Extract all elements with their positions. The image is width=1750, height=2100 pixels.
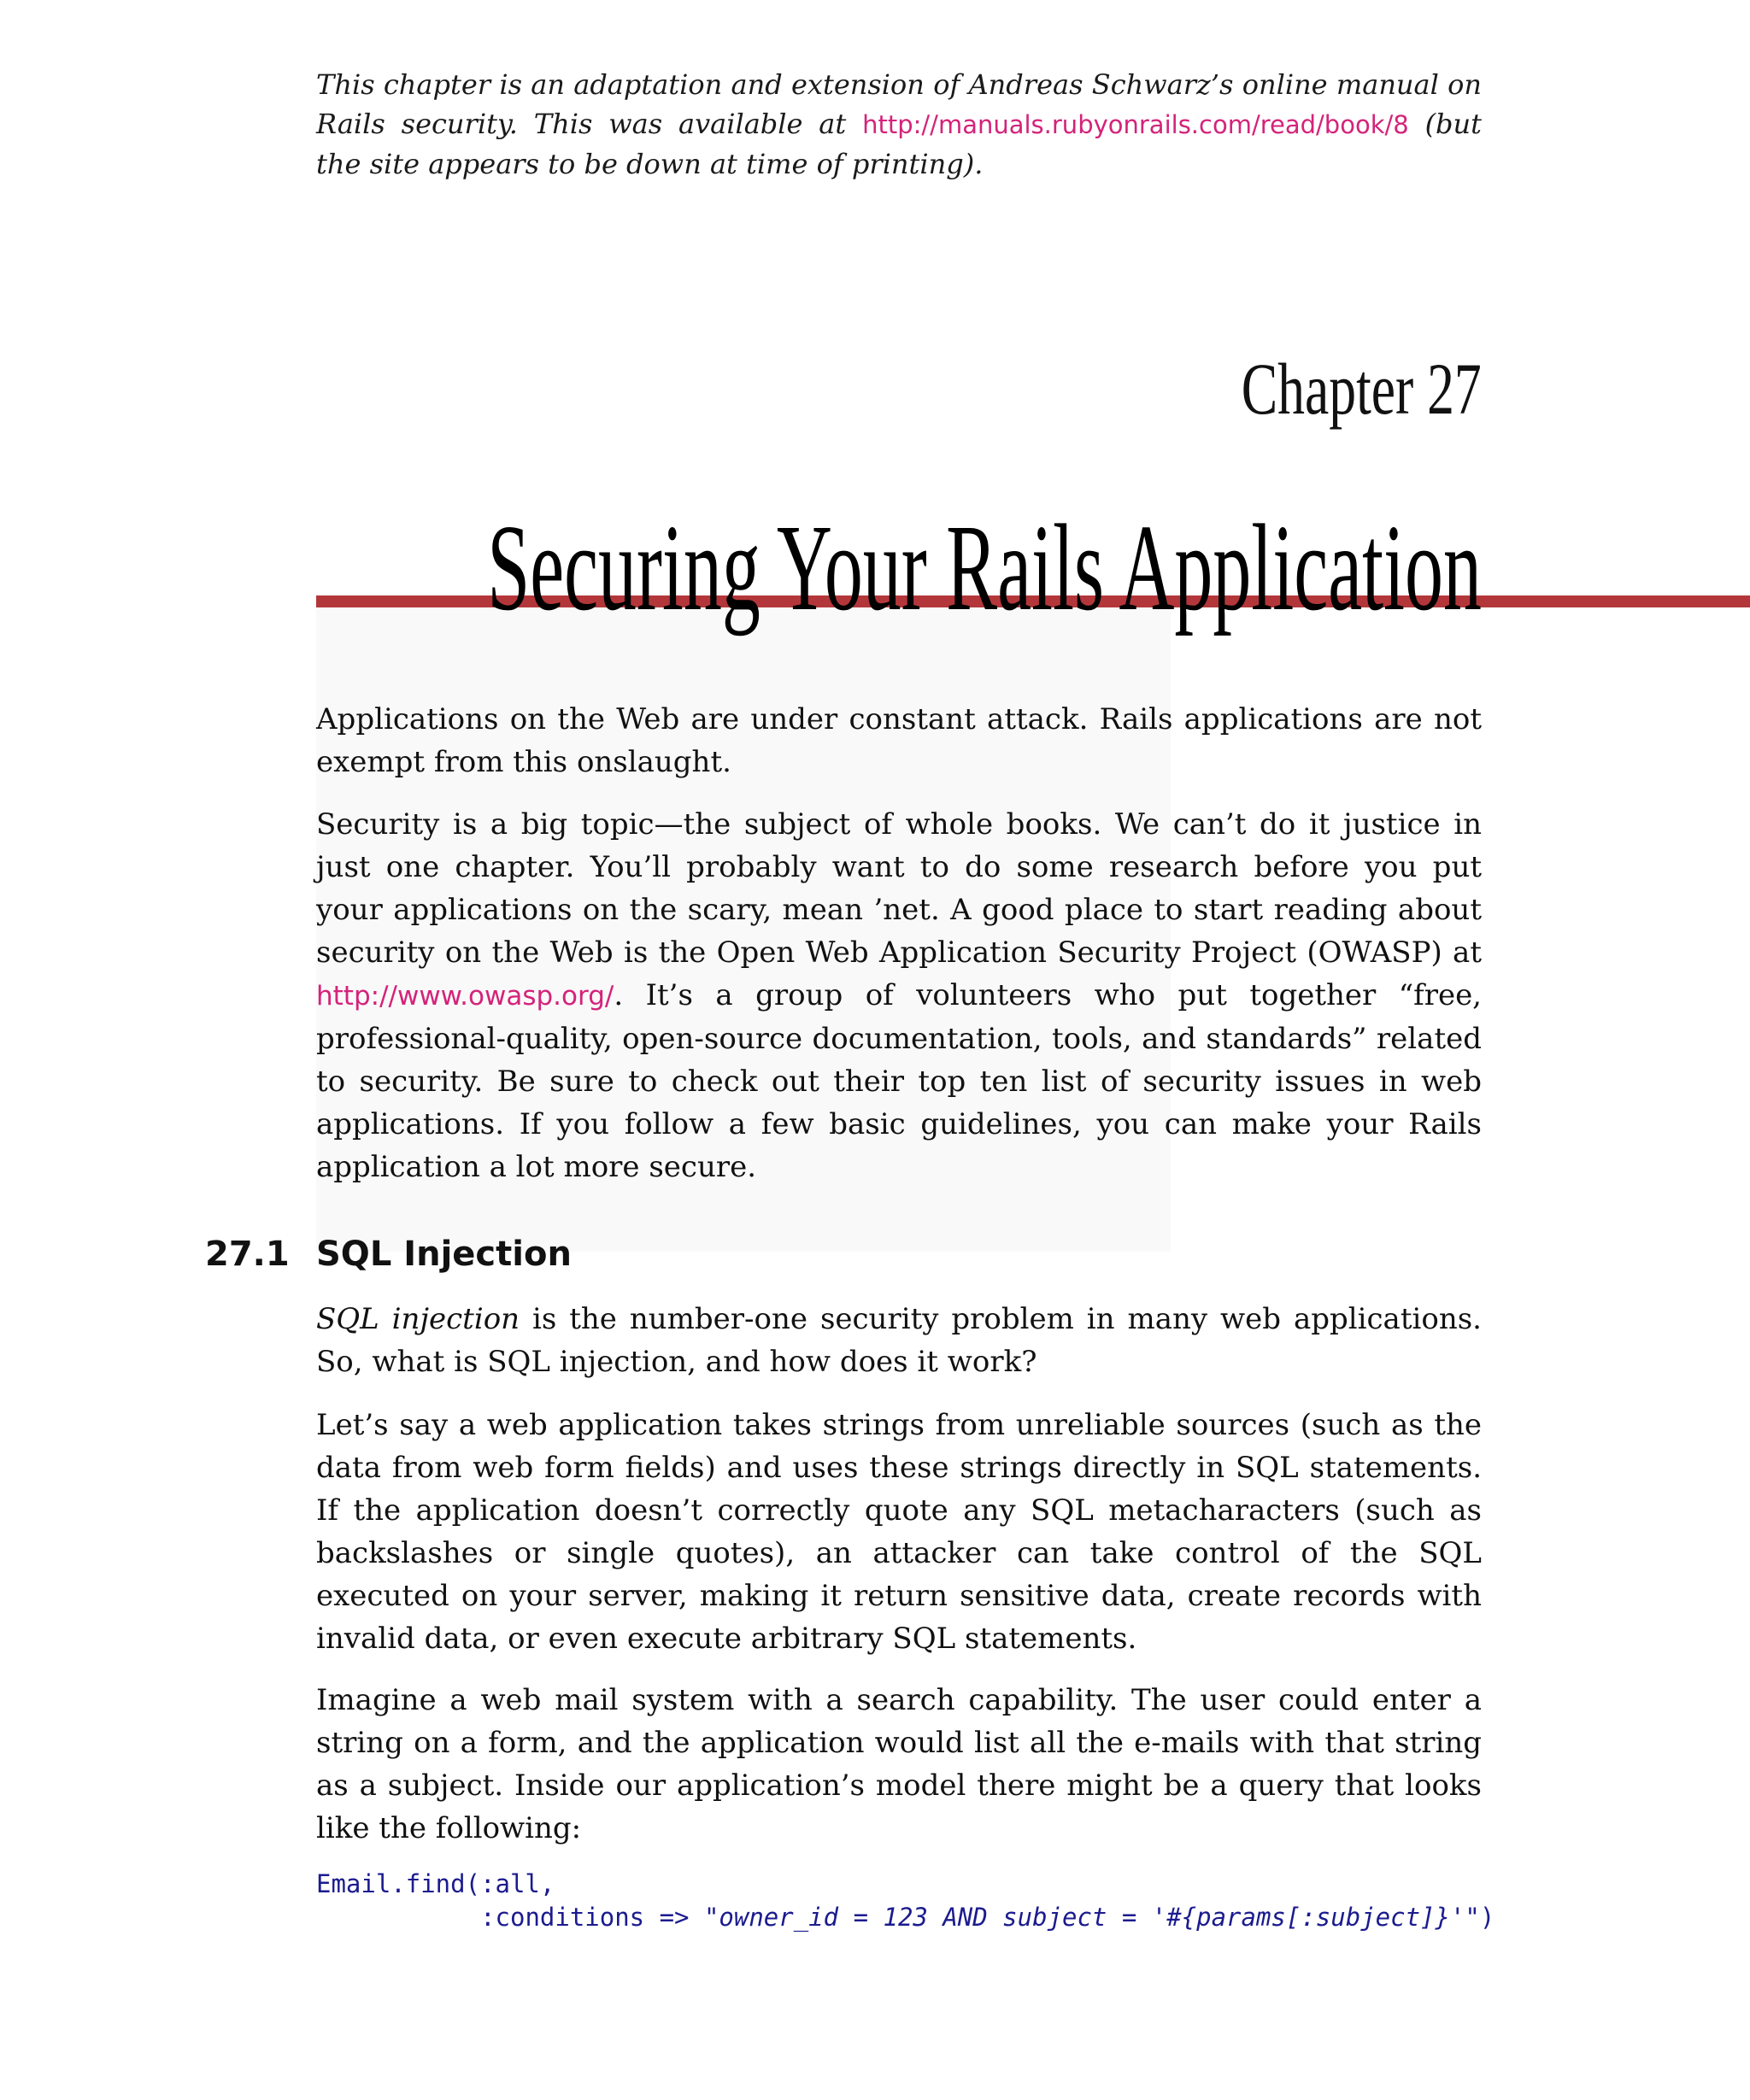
intro-paragraph-1 xyxy=(316,698,1482,783)
intro-paragraph-1-text: Applications on the Web are under constant attack. Rails applications are not exempt from this onslaught. xyxy=(316,702,1482,779)
code-line-2-indent xyxy=(316,1903,480,1932)
chapter-number: Chapter 27 xyxy=(1241,348,1482,430)
section-number: 27.1 xyxy=(205,1235,290,1274)
intro-p2-end: . It’s a group of volunteers who put together “free, professional-quality, open-source documentation, tools, and standards” related to security. Be sure to check out their top ten list of security issues in web applications. If you follow a few basic guidelines, you can make your Rails application a lot more secure. xyxy=(316,978,1482,1184)
code-line-2-close: ) xyxy=(1479,1903,1495,1932)
chapter-title: Securing Your Rails Application xyxy=(487,500,1482,636)
epigraph-link[interactable]: http://manuals.rubyonrails.com/read/book/8 xyxy=(862,110,1409,139)
section-paragraph-1 xyxy=(316,1298,1482,1383)
section-title: SQL Injection xyxy=(316,1235,572,1274)
sql-injection-term: SQL injection xyxy=(316,1302,520,1336)
code-line-2-key: :conditions => xyxy=(480,1903,704,1932)
intro-paragraph-2-text xyxy=(316,803,1482,1188)
owasp-link[interactable]: http://www.owasp.org/ xyxy=(316,981,614,1012)
code-line-2-string: "owner_id = 123 AND subject = '#{params[:subject]}'" xyxy=(703,1903,1480,1932)
code-line-1: Email.find(:all, xyxy=(316,1869,555,1898)
chapter-epigraph xyxy=(316,65,1482,184)
section-paragraph-3 xyxy=(316,1679,1482,1850)
section-paragraph-2 xyxy=(316,1404,1482,1660)
intro-p2-start: Security is a big topic—the subject of whole books. We can’t do it justice in just one chapter. You’ll probably want to do some research before you put your applications on the scary, mean ’net. A good place to start reading about security on the Web is the Open Web Application Security Project (OWASP) at xyxy=(316,807,1482,970)
section-p1-rest: is the number-one security problem in many web applications. So, what is SQL injection, and how does it work? xyxy=(316,1302,1482,1379)
section-paragraph-2-text: Let’s say a web application takes strings from unreliable sources (such as the data from web form fields) and uses these strings directly in SQL statements. If the application doesn’t correctly quote any SQL metacharacters (such as backslashes or single quotes), an attacker can take control of the SQL executed on your server, making it return sensitive data, create records with invalid data, or even execute arbitrary SQL statements. xyxy=(316,1408,1482,1656)
section-paragraph-3-text: Imagine a web mail system with a search capability. The user could enter a string on a form, and the application would list all the e-mails with that string as a subject. Inside our application’s model there might be a query that looks like the following: xyxy=(316,1683,1482,1845)
code-block xyxy=(316,1868,1512,1934)
intro-paragraph-2 xyxy=(316,803,1482,1188)
epigraph-text: This chapter is an adaptation and extension of Andreas Schwarz’s online manual on Rails security. This was available at xyxy=(316,68,1482,140)
section-paragraph-1-text xyxy=(316,1298,1482,1383)
epigraph-text-end: (but the site appears to be down at time of printing). xyxy=(316,108,1483,180)
